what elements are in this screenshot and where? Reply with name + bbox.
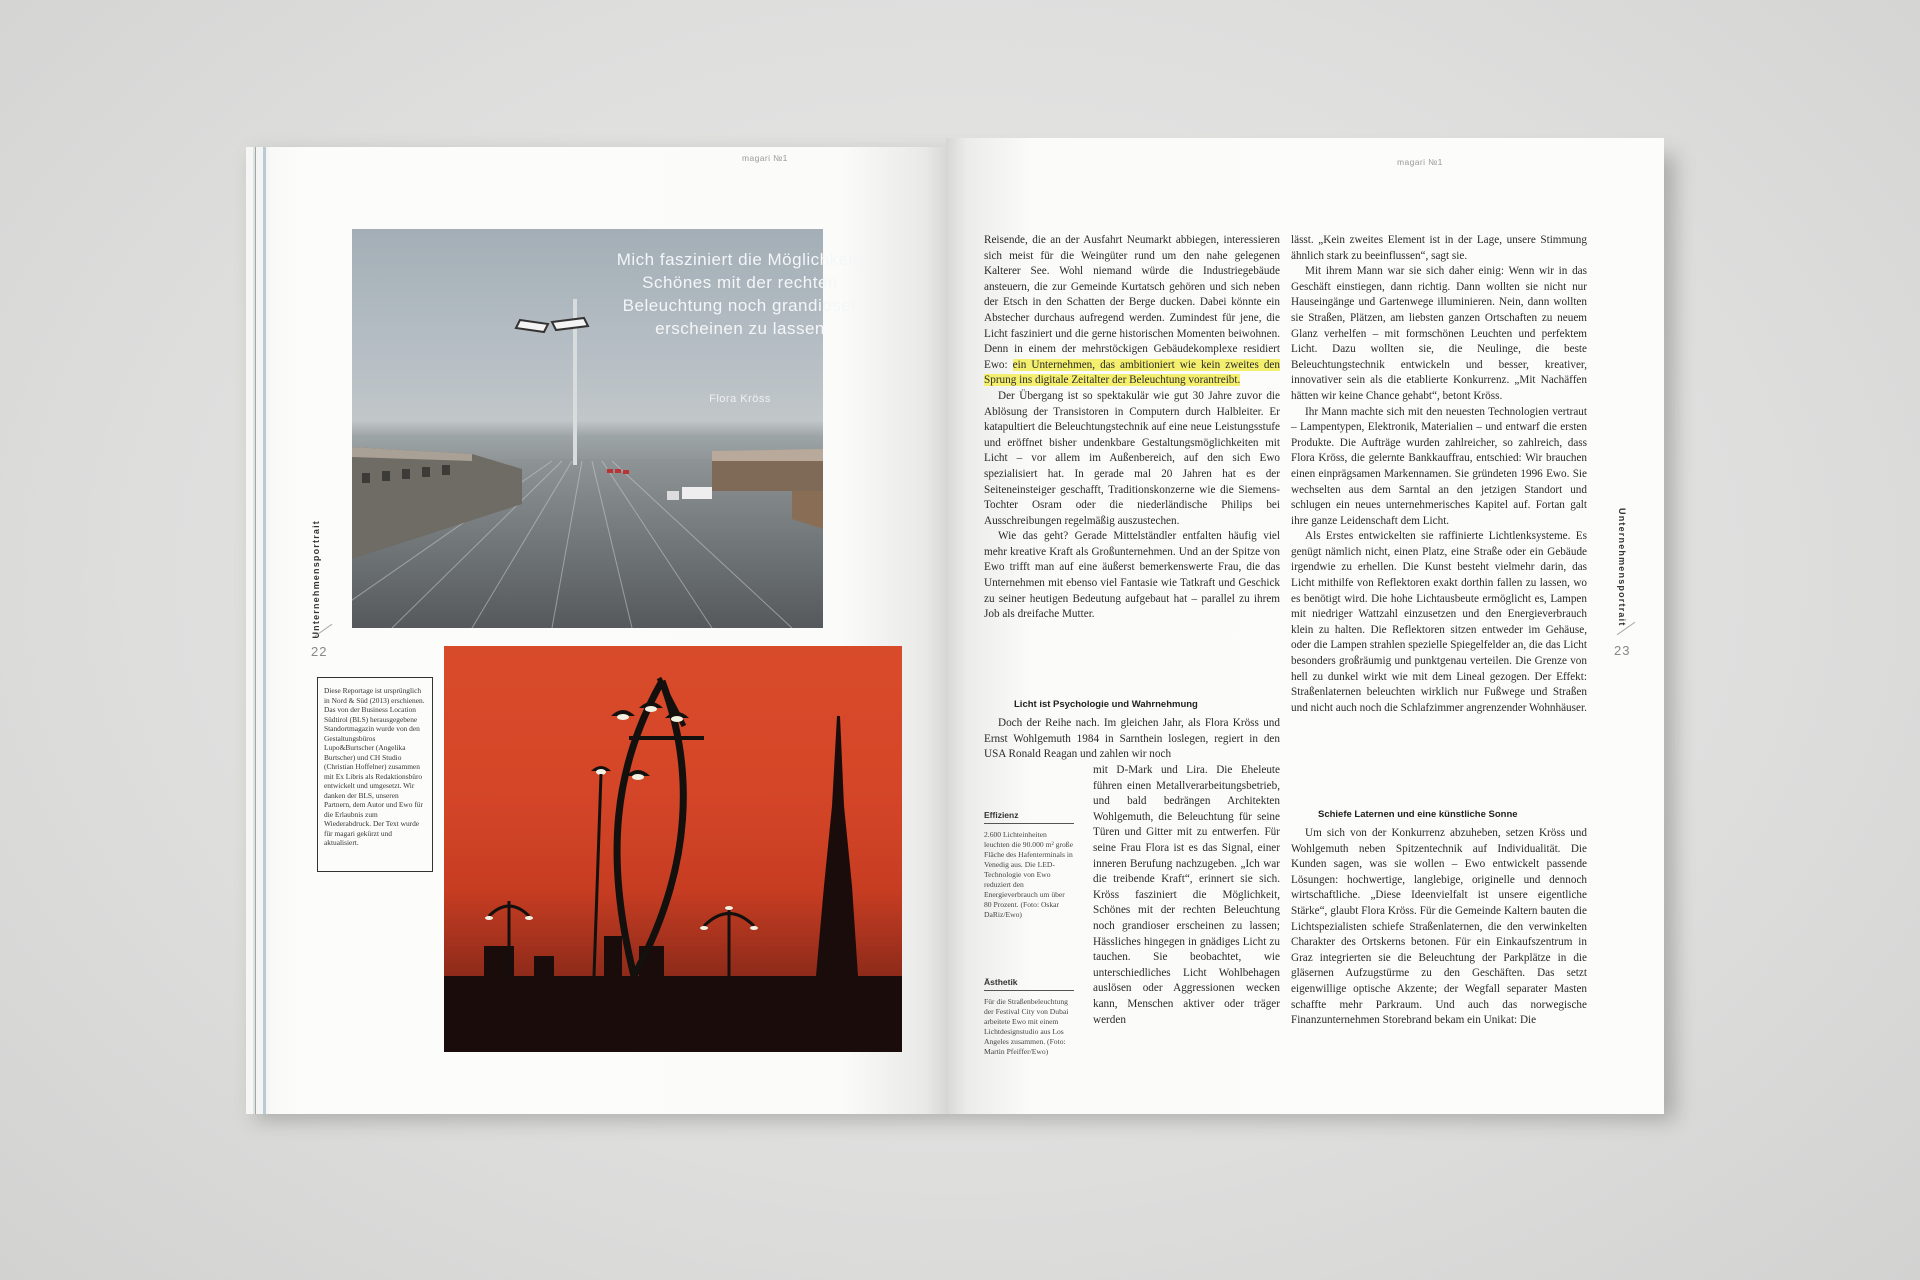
pull-quote: Mich fasziniert die Möglichkeit, Schönes mit der rechten Beleuchtung noch grandioser erscheinen zu lassen — [616, 250, 864, 338]
running-head-right: magari №1 — [1397, 157, 1443, 167]
photo-dubai-festival-city — [444, 646, 902, 1052]
caption-aesthetics-title: Ästhetik — [984, 977, 1074, 991]
caption-efficiency-title: Effizienz — [984, 810, 1074, 824]
paragraph-7: Ihr Mann machte sich mit den neuesten Technologien vertraut – Lampentypen, Elektronik, Materialien – und entwarf die ersten Produkte. Die Aufträge wurden zahlreicher, so zahlreich, dass Flora Kröss, die gelernte Bankkauffrau, entschied: Wir brauchen einen einprägsamen Markennamen. Sie gründeten 1996 Ewo. Sie wechselten aus dem Sarntal an den jetzigen Standort und schlugen ein neues unternehmerisches Kapitel auf. Fortan galt ihre ganze Leidenschaft dem Licht. — [1291, 405, 1587, 527]
page-edges — [253, 147, 269, 1114]
page-number-right: 23 — [1614, 643, 1631, 658]
paragraph-3: Wie das geht? Gerade Mittelständler entfalten häufig viel mehr kreative Kraft als Großunternehmen. Und an der Spitze von Ewo trifft man auf eine äußerst bemerkenswerte Frau, die das Unternehmen mit ebenso viel Fantasie wie Tatkraft und Geschick zu seiner heutigen Bedeutung aufgebaut hat – parallel zu ihrem Job als dreifache Mutter. — [984, 530, 1280, 621]
section-label-left: Unternehmensportrait — [311, 520, 321, 639]
caption-efficiency — [984, 810, 1074, 920]
reprint-note-text: Diese Reportage ist ursprünglich in Nord & Süd (2013) erschienen. Das von der Business Location Südtirol (BLS) herausgegebene Standortmagazin wurde von den Gestaltungsbüros Lupo&Burtscher (Angelika Burtscher) und CH Studio (Christian Hoffelner) zusammen mit Ex Libris als Redaktionsbüro entwickelt und umgesetzt. Wir danken der BLS, unseren Partnern, dem Autor und Ewo für die Erlaubnis zum Wiederabdruck. Der Text wurde für magari gekürzt und aktualisiert. — [324, 686, 425, 847]
running-head-left: magari №1 — [742, 153, 788, 163]
paragraph-1 — [984, 233, 1280, 389]
highlighted-sentence: ein Unternehmen, das ambitioniert wie kein zweites den Sprung ins digitale Zeitalter der Beleuchtung vorantreibt. — [984, 358, 1280, 387]
article-column-2-lower — [1291, 826, 1587, 1029]
paragraph-2: Der Übergang ist so spektakulär wie gut 30 Jahre zuvor die Ablösung der Transistoren in Computern durch Halbleiter. Er katapultiert die Beleuchtungstechnik auf eine neue Leistungsstufe und eröffnet bisher undenkbare Gestaltungsmöglichkeiten mit Licht – vor allem im Außenbereich, auf den sich Ewo spezialisiert hat. In gerade mal 20 Jahren hat es der Seiteneinsteiger geschafft, Traditionskonzerne wie die Siemens-Tochter Osram oder die niederländische Philips bei Ausschreibungen regelmäßig auszustechen. — [984, 389, 1280, 527]
subheading-1: Licht ist Psychologie und Wahrnehmung — [1014, 699, 1198, 710]
pull-quote-author: Flora Kröss — [709, 393, 771, 405]
caption-aesthetics-text: Für die Straßenbeleuchtung der Festival City von Dubai arbeitete Ewo mit einem Lichtdesignstudio aus Los Angeles zusammen. (Foto: Martin Pfeiffer/Ewo) — [984, 997, 1069, 1056]
paragraph-1-text: Reisende, die an der Ausfahrt Neumarkt abbiegen, interessieren sich meist für die Weingüter rund um den nahe gelegenen Kalterer See. Wohl niemand würde die Industriegebäude ansteuern, die zur Gemeinde Kurtatsch gehören und sich neben der Etsch in den Schatten der Berge ducken. Dabei könnte ein Abstecher durchaus aufregend werden. Zumindest für jene, die Licht fasziniert und die gerne historischen Momenten beiwohnen. Denn in einem der mehrstöckigen Gebäudekomplexe residiert Ewo: — [984, 234, 1280, 371]
paragraph-6: Mit ihrem Mann war sie sich daher einig: Wenn wir in das Geschäft einstiegen, dann richtig. Dann wollten sie nicht nur Hauseingänge und Gartenwege illuminieren. Nein, dann wollten sie Straßen, Plätzen, am liebsten ganzen Ortschaften zu neuem Glanz verhelfen – mit formschönen Leuchten und perfektem Licht. Dazu wollten sie, die Neulinge, die beste Beleuchtungstechnik entwickeln und besser, kreativer, innovativer sein als die etablierte Konkurrenz. „Mit Nachäffen hätten wir keine Chance gehabt“, betont Kröss. — [1291, 265, 1587, 402]
paragraph-4-narrow: mit D-Mark und Lira. Die Eheleute führen einen Metallverarbeitungsbetrieb, und bald bedrängen Architekten Wohlgemuth, die Beleuchtung für seine Türen und Gitter mit zu entwerfen. Für seine Frau Flora ist es das Signal, einer inneren Berufung nachzugeben. „Ich war die treibende Kraft“, erinnert sie sich. Kröss fasziniert die Möglichkeit, Schönes mit der rechten Beleuchtung noch grandioser erscheinen zu lassen; Hässliches hingegen in gnädiges Licht zu tauchen. Sie beobachtet, wie unterschiedliches Licht Wohlbehagen auslösen oder Aggressionen wecken kann, Menschen aktiver oder träger werden — [1093, 764, 1280, 1026]
article-column-2 — [1291, 233, 1587, 716]
paragraph-8: Als Erstes entwickelten sie raffinierte Lichtlenksysteme. Es genügt nämlich nicht, einen Platz, eine Straße oder ein Gebäude irgendwie zu erhellen. Die Kunst besteht vielmehr darin, das Licht mithilfe von Reflektoren exakt dorthin fallen zu lassen, wo es benötigt wird. Die hohe Lichtausbeute ermöglicht es, Lampen mit niedriger Wattzahl einzusetzen und den Energieverbrauch klein zu halten. Die Reflektoren sitzen entweder im Gehäuse, oder die Lampen strahlen spezielle Spiegelfelder an, die das Licht besonders großräumig und punktgenau verteilen. Die Grenze von hell zu dunkel wirkt wie mit dem Lineal gezogen. Der Effekt: Straßenlaternen beleuchten wirklich nur Fußwege und Straßen und nicht auch noch die Schlafzimmer angrenzender Wohnhäuser. — [1291, 530, 1587, 714]
page-number-left: 22 — [311, 644, 328, 659]
section-label-right: Unternehmensportrait — [1617, 508, 1627, 627]
dubai-photo-illustration — [444, 646, 902, 1052]
paragraph-4-top: Doch der Reihe nach. Im gleichen Jahr, als Flora Kröss und Ernst Wohlgemuth 1984 in Sarnthein loslegen, regiert in den USA Ronald Reagan und zahlen wir noch — [984, 717, 1280, 761]
caption-efficiency-text: 2.600 Lichteinheiten leuchten die 90.000 m² große Fläche des Hafenterminals in Venedig aus. Die LED-Technologie von Ewo reduziert den Energieverbrauch um über 80 Prozent. (Foto: Oskar DaRiz/Ewo) — [984, 830, 1073, 919]
caption-aesthetics — [984, 977, 1074, 1057]
article-column-1-narrow — [1093, 763, 1280, 1028]
paragraph-9: Um sich von der Konkurrenz abzuheben, setzen Kröss und Wohlgemuth neben Spitzentechnik auf Individualität. Die Kunden sagen, was sie wollen – Ewo entwickelt passende Lösungen: hochwertige, langlebige, originelle und dennoch wirtschaftliche. „Diese Ideenvielfalt ist unsere eigentliche Stärke“, glaubt Flora Kröss. Für die Gemeinde Kaltern bauten die Lichtspezialisten schiefe Straßenlaternen, die den verwinkelten Charakter des Ortskerns betonen. Für ein Einkaufszentrum in Graz integrierten sie die Beleuchtung der Parkplätze in die gläsernen Aufzugstürme zu den Geschäften. Das setzt eigenwillige optische Akzente; der Wegfall separater Masten schaffte mehr Parkraum. Und auch das norwegische Finanzunternehmen Storebrand bekam ein Unikat: Die — [1291, 827, 1587, 1027]
reprint-note-box — [317, 677, 433, 872]
paragraph-5: lässt. „Kein zweites Element ist in der Lage, unsere Stimmung ähnlich stark zu beeinflussen“, sagt sie. — [1291, 234, 1587, 262]
article-column-1-lower — [984, 716, 1280, 763]
article-column-1 — [984, 233, 1280, 623]
subheading-2: Schiefe Laternen und eine künstliche Sonne — [1318, 809, 1518, 820]
